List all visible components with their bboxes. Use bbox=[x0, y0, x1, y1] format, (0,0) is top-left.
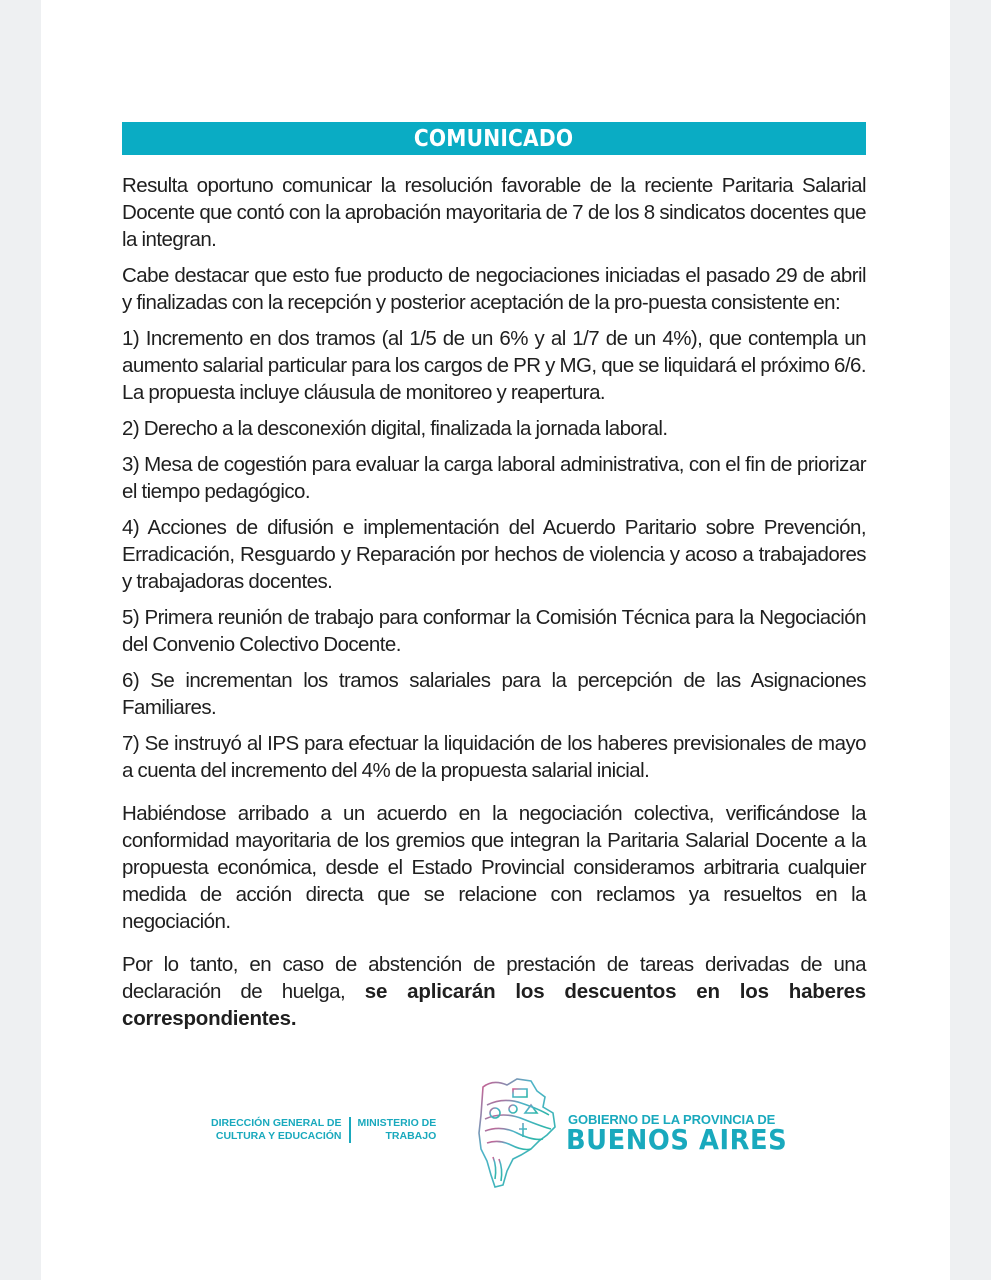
ministerio-line-2: TRABAJO bbox=[385, 1130, 437, 1142]
closing-bold-text: se aplicarán los descuentos en los haberes correspondientes. bbox=[122, 980, 866, 1030]
dgce-line-2: CULTURA Y EDUCACIÓN bbox=[215, 1130, 342, 1142]
list-item-7: 7) Se instruyó al IPS para efectuar la liquidación de los haberes previsionales de mayo a cuenta del incremento del 4% de la propuesta salarial inicial. bbox=[122, 732, 866, 782]
list-item-3: 3) Mesa de cogestión para evaluar la carga laboral administrativa, con el fin de priorizar el tiempo pedagógico. bbox=[122, 453, 866, 503]
closing-text: Por lo tanto, en caso de abstención de prestación de tareas derivadas de una declaración de huelga, bbox=[122, 953, 866, 1003]
page-title: COMUNICADO bbox=[414, 125, 574, 152]
province-map-emblem-icon bbox=[473, 1075, 565, 1190]
paragraph-context: Cabe destacar que esto fue producto de negociaciones iniciadas el pasado 29 de abril y finalizadas con la recepción y posterior aceptación de la pro-puesta consistente en: bbox=[122, 264, 866, 314]
paragraph-agreement: Habiéndose arribado a un acuerdo en la negociación colectiva, verificándose la conformidad mayoritaria de los gremios que integran la Paritaria Salarial Docente a la propuesta económica, desde el Estado Provincial consideramos arbitraria cualquier medida de acción directa que se relacione con reclamos ya resueltos en la negociación. bbox=[122, 802, 866, 933]
gov-title: BUENOS AIRES bbox=[566, 1123, 788, 1156]
dgce-line-1: DIRECCIÓN GENERAL DE bbox=[211, 1117, 342, 1129]
dgce-logo-text bbox=[211, 1117, 342, 1143]
list-item-5: 5) Primera reunión de trabajo para conformar la Comisión Técnica para la Negociación del Convenio Colectivo Docente. bbox=[122, 606, 866, 656]
list-item-4: 4) Acciones de difusión e implementación del Acuerdo Paritario sobre Prevención, Erradicación, Resguardo y Reparación por hechos de violencia y acoso a trabajadores y trabajadoras docentes. bbox=[122, 516, 866, 593]
footer-ministries bbox=[211, 1117, 436, 1143]
list-item-6: 6) Se incrementan los tramos salariales para la percepción de las Asignaciones Familiares. bbox=[122, 669, 866, 719]
document-body bbox=[122, 172, 866, 1041]
list-item-1: 1) Incremento en dos tramos (al 1/5 de un 6% y al 1/7 de un 4%), que contempla un aumento salarial particular para los cargos de PR y MG, que se liquidará el próximo 6/6. La propuesta incluye cláusula de monitoreo y reapertura. bbox=[122, 327, 866, 404]
header-banner bbox=[122, 122, 866, 155]
paragraph-intro: Resulta oportuno comunicar la resolución favorable de la reciente Paritaria Salarial Docente que contó con la aprobación mayoritaria de 7 de los 8 sindicatos docentes que la integran. bbox=[122, 174, 866, 251]
logo-divider bbox=[349, 1117, 351, 1143]
document-page bbox=[41, 0, 950, 1280]
ministerio-line-1: MINISTERIO DE bbox=[357, 1117, 437, 1129]
gov-subtitle: GOBIERNO DE LA PROVINCIA DE bbox=[568, 1112, 776, 1127]
paragraph-closing bbox=[122, 951, 866, 1032]
list-item-2: 2) Derecho a la desconexión digital, finalizada la jornada laboral. bbox=[122, 417, 668, 440]
ministerio-logo-text bbox=[358, 1117, 437, 1143]
